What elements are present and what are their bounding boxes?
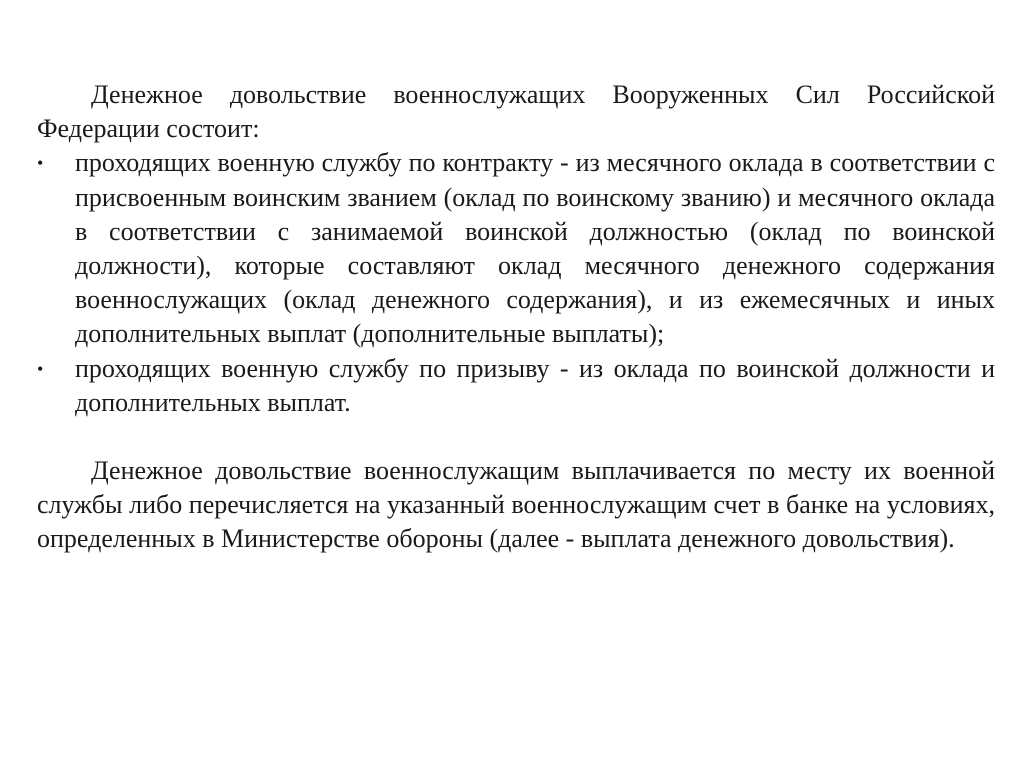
- bullet-icon: •: [37, 358, 44, 379]
- list-item: [37, 146, 995, 351]
- closing-paragraph: Денежное довольствие военнослужащим выплачивается по месту их военной службы либо перечисляется на указанный военнослужащим счет в банке на условиях, определенных в Министерстве обороны (далее - выплата денежного довольствия).: [37, 456, 995, 554]
- bullet-list: [37, 146, 995, 420]
- paragraph-spacer: [37, 420, 995, 454]
- list-item-text: проходящих военную службу по контракту - из месячного оклада в соответствии с присвоенным воинским званием (оклад по воинскому званию) и месячного оклада в соответствии с занимаемой воинской должностью (оклад по воинской должности), которые составляют оклад месячного денежного содержания военнослужащих (оклад денежного содержания), и из ежемесячных и иных дополнительных выплат (дополнительные выплаты);: [75, 148, 995, 349]
- bullet-icon: •: [37, 153, 44, 174]
- list-item: [37, 352, 995, 420]
- intro-paragraph: Денежное довольствие военнослужащих Вооруженных Сил Российской Федерации состоит:: [37, 80, 995, 144]
- list-item-text: проходящих военную службу по призыву - из оклада по воинской должности и дополнительных выплат.: [75, 353, 995, 417]
- document-body: [37, 78, 995, 557]
